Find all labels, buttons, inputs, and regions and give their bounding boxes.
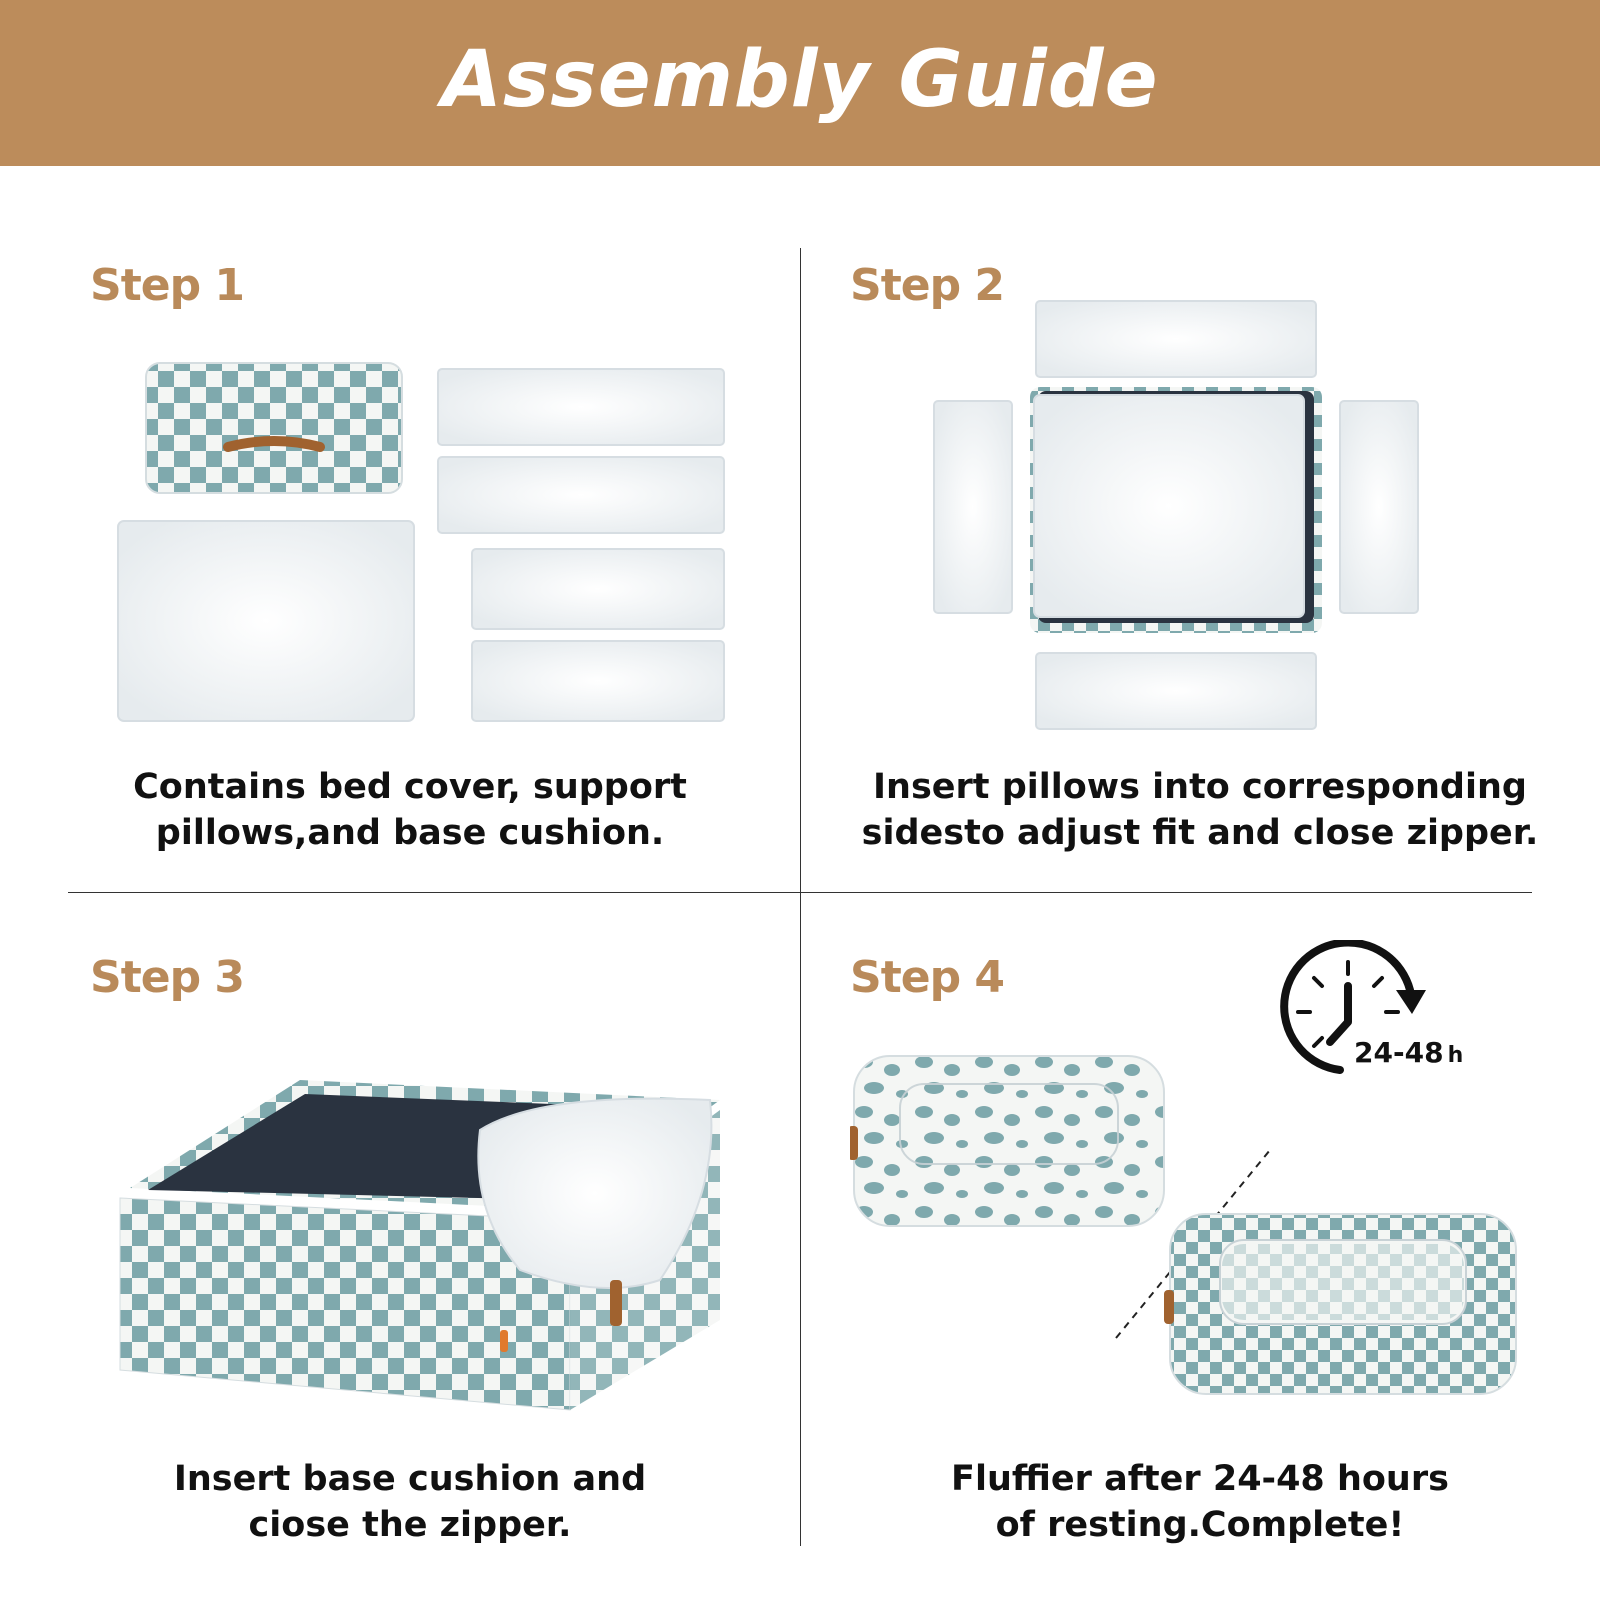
horizontal-divider [68,892,1532,893]
left-pillow [934,401,1012,613]
tag-icon [500,1330,508,1352]
step-1-caption: Contains bed cover, support pillows,and base cushion. [133,767,687,853]
arrow-icon [1396,990,1426,1014]
support-pillow [472,549,724,629]
step-3-illustration [100,1070,730,1420]
folded-bed-cover [146,363,402,493]
step-2-caption: Insert pillows into corresponding sidesto adjust fit and close zipper. [861,767,1539,853]
right-pillow [1340,401,1418,613]
top-pillow [1036,301,1316,377]
clock-duration: 24-48 h [1354,1036,1464,1069]
support-pillow [438,369,724,445]
clock-hands [1330,986,1348,1042]
step-3-title: Step 3 [90,952,244,1003]
base-cushion [118,521,414,721]
step-2-illustration [930,295,1430,735]
handle-icon [850,1126,858,1160]
step-1-illustration [110,355,730,735]
step-4-caption: Fluffier after 24-48 hours of resting.Complete! [951,1459,1449,1545]
step-4-title: Step 4 [850,952,1004,1003]
page-title: Assembly Guide [441,35,1159,125]
header-banner [0,0,1600,166]
vertical-divider [800,248,801,1546]
handle-icon [1164,1290,1174,1324]
inserted-base-cushion [1034,395,1304,617]
step-2-title: Step 2 [850,260,1004,311]
support-pillow [472,641,724,721]
step-4-illustration [850,1050,1520,1400]
step-1-title: Step 1 [90,260,244,311]
support-pillow [438,457,724,533]
handle-icon [610,1280,622,1326]
step-3-caption: Insert base cushion and ciose the zipper. [173,1459,647,1545]
bottom-pillow [1036,653,1316,729]
